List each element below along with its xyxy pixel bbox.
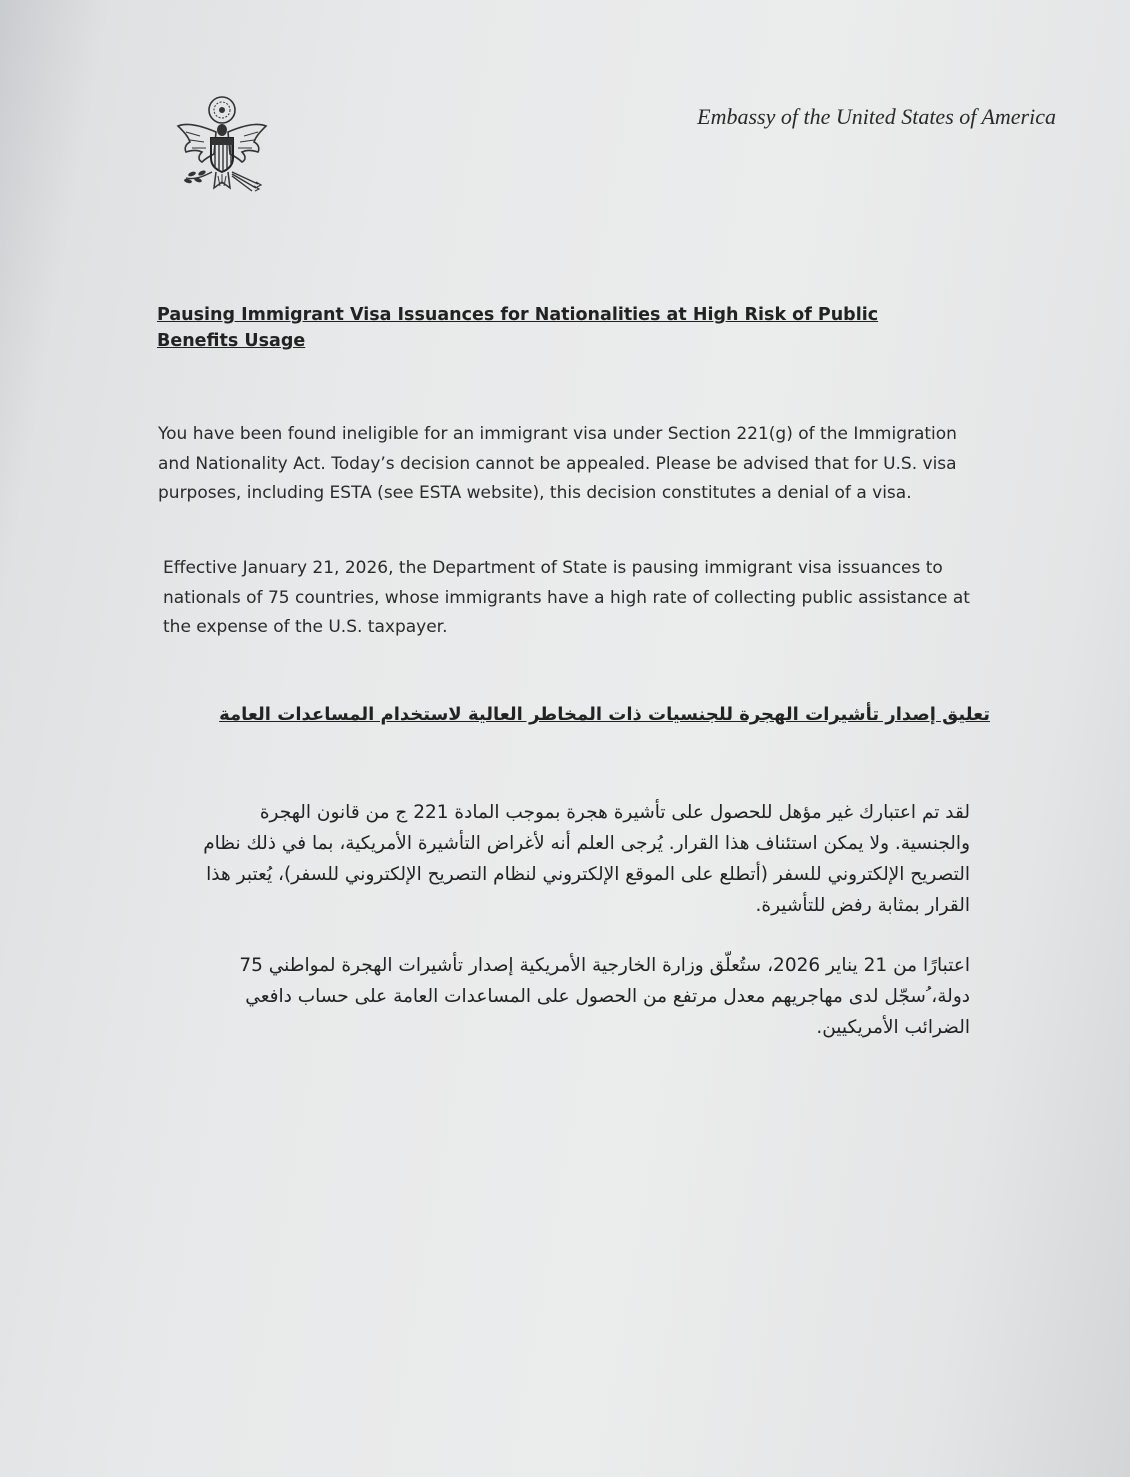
english-title: Pausing Immigrant Visa Issuances for Nationalities at High Risk of Public Benefits Usage xyxy=(157,305,879,351)
arabic-paragraph-pause: اعتبارًا من 21 يناير 2026، ستُعلّق وزارة الخارجية الأمريكية إصدار تأشيرات الهجرة لمواطني 75 دولة، ُسجّل لدى مهاجريهم معدل مرتفع من الحصول على المساعدات العامة على حساب دافعي الضرائب الأمريكيين. xyxy=(239,955,970,1038)
great-seal-eagle-icon xyxy=(172,92,272,204)
arabic-title: تعليق إصدار تأشيرات الهجرة للجنسيات ذات المخاطر العالية لاستخدام المساعدات العامة xyxy=(219,704,990,725)
english-paragraph-ineligibility: You have been found ineligible for an immigrant visa under Section 221(g) of the Immigration and Nationality Act. Today’s decision cannot be appealed. Please be advised that for U.S. visa purposes, including ESTA (see ESTA website), this decision constitutes a denial of a visa. xyxy=(158,424,957,503)
arabic-paragraph-ineligibility: لقد تم اعتبارك غير مؤهل للحصول على تأشيرة هجرة بموجب المادة 221 ج من قانون الهجرة والجنسية. ولا يمكن استئناف هذا القرار. يُرجى العلم أنه لأغراض التأشيرة الأمريكية، بما في ذلك نظام التصريح الإلكتروني للسفر (أتطلع على الموقع الإلكتروني لنظام التصريح الإلكتروني للسفر)، يُعتبر هذا القرار بمثابة رفض للتأشيرة. xyxy=(203,802,970,916)
english-paragraph-pause: Effective January 21, 2026, the Department of State is pausing immigrant visa issuances to nationals of 75 countries, whose immigrants have a high rate of collecting public assistance at the expense of the U.S. taxpayer. xyxy=(163,558,970,637)
embassy-name: Embassy of the United States of America xyxy=(697,104,1056,129)
